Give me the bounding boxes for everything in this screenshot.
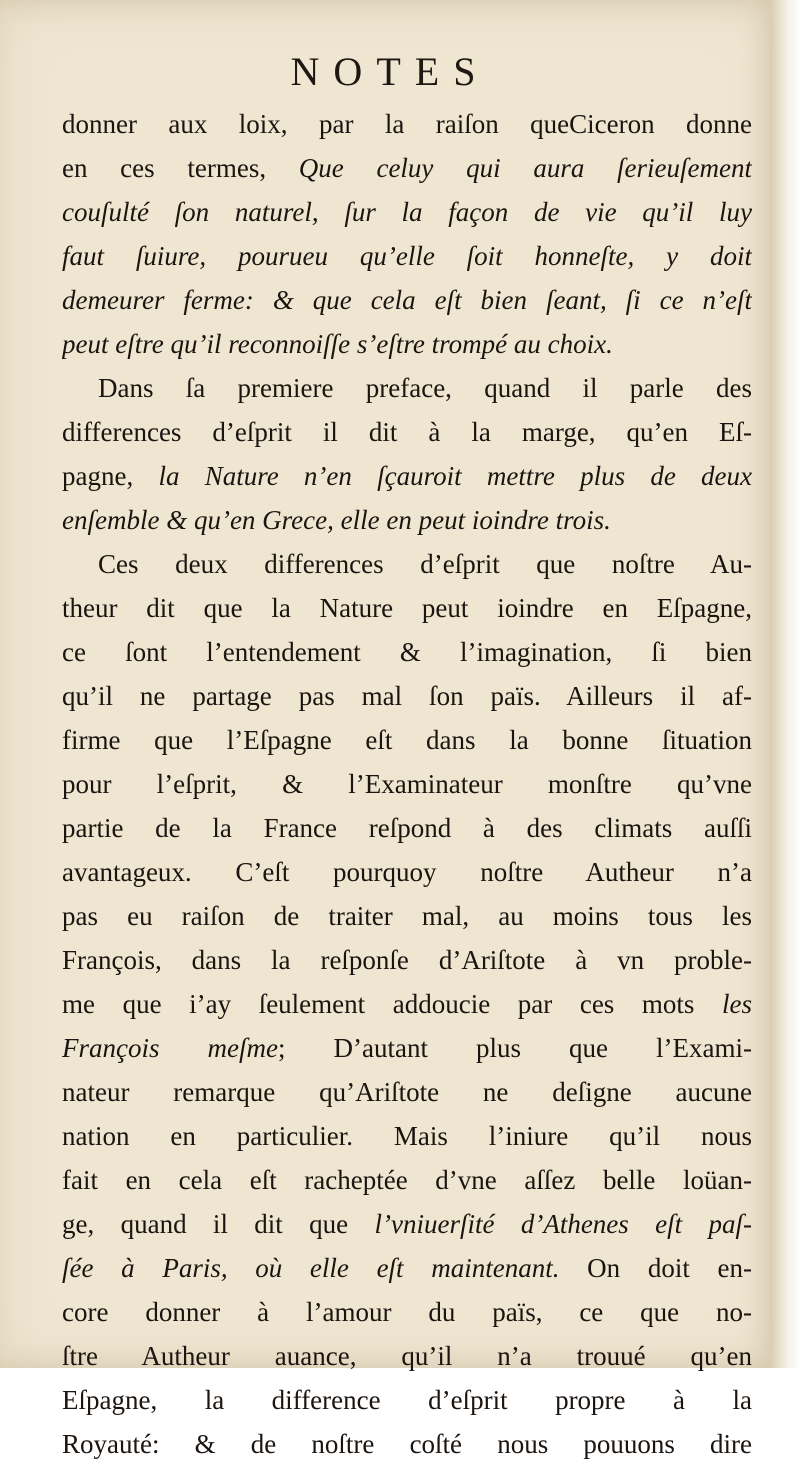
text-line xyxy=(62,586,752,630)
text-line xyxy=(62,102,752,146)
roman-text: François, dans la reſponſe d’Ariſtote à vn proble- xyxy=(62,945,752,975)
text-body xyxy=(62,102,752,1466)
italic-text: couſulté ſon naturel, ſur la façon de vie qu’il luy xyxy=(62,197,752,227)
roman-text: nation en particulier. Mais l’iniure qu’il nous xyxy=(62,1121,752,1151)
text-line xyxy=(62,278,752,322)
text-line xyxy=(62,938,752,982)
text-line xyxy=(62,234,752,278)
roman-text: differences d’eſprit il dit à la marge, qu’en Eſ- xyxy=(62,417,752,447)
text-line xyxy=(62,718,752,762)
text-line xyxy=(62,1422,752,1466)
italic-text: la Nature n’en ſçauroit mettre plus de deux xyxy=(158,461,752,491)
text-line xyxy=(62,498,752,542)
roman-text: avantageux. C’eſt pourquoy noſtre Autheur n’a xyxy=(62,857,752,887)
italic-text: Que celuy qui aura ſerieuſement xyxy=(298,153,752,183)
italic-text: peut eſtre qu’il reconnoiſſe s’eſtre trompé au choix. xyxy=(62,329,613,359)
roman-text: firme que l’Eſpagne eſt dans la bonne ſituation xyxy=(62,725,752,755)
italic-text: demeurer ferme: & que cela eſt bien ſeant, ſi ce n’eſt xyxy=(62,285,752,315)
text-line xyxy=(62,146,752,190)
roman-text: ſtre Autheur auance, qu’il n’a trouué qu’en xyxy=(62,1341,752,1371)
roman-text: ce ſont l’entendement & l’imagination, ſi bien xyxy=(62,637,752,667)
text-line xyxy=(62,410,752,454)
roman-text: en ces termes, xyxy=(62,153,299,183)
roman-text: ; D’autant plus que l’Exami- xyxy=(277,1033,752,1063)
text-line xyxy=(62,1026,752,1070)
roman-text: theur dit que la Nature peut ioindre en Eſpagne, xyxy=(62,593,752,623)
roman-text: pagne, xyxy=(62,461,159,491)
roman-text: donner aux loix, par la raiſon queCiceron donne xyxy=(62,109,752,139)
text-line xyxy=(62,1158,752,1202)
text-line xyxy=(62,850,752,894)
roman-text: fait en cela eſt racheptée d’vne aſſez belle loüan- xyxy=(62,1165,752,1195)
roman-text: Ces deux differences d’eſprit que noſtre Au- xyxy=(98,549,752,579)
roman-text: Eſpagne, la difference d’eſprit propre à la xyxy=(62,1385,752,1415)
roman-text: ge, quand il dit que xyxy=(62,1209,375,1239)
text-line xyxy=(62,322,752,366)
text-line xyxy=(62,1202,752,1246)
page-edge xyxy=(770,0,800,1368)
roman-text: On doit en- xyxy=(559,1253,752,1283)
roman-text: me que i’ay ſeulement addoucie par ces mots xyxy=(62,989,722,1019)
italic-text: enſemble & qu’en Grece, elle en peut ioindre trois. xyxy=(62,505,611,535)
roman-text: pas eu raiſon de traiter mal, au moins tous les xyxy=(62,901,752,931)
text-line xyxy=(62,982,752,1026)
text-line xyxy=(62,366,752,410)
text-line xyxy=(62,190,752,234)
italic-text: l’vniuerſité d’Athenes eſt paſ- xyxy=(374,1209,752,1239)
roman-text: Royauté: & de noſtre coſté nous pouuons dire xyxy=(62,1429,752,1459)
text-line xyxy=(62,630,752,674)
roman-text: qu’il ne partage pas mal ſon païs. Ailleurs il af- xyxy=(62,681,752,711)
text-line xyxy=(62,674,752,718)
roman-text: Dans ſa premiere preface, quand il parle des xyxy=(98,373,752,403)
text-line xyxy=(62,1070,752,1114)
roman-text: core donner à l’amour du païs, ce que no- xyxy=(62,1297,752,1327)
text-line xyxy=(62,454,752,498)
roman-text: partie de la France reſpond à des climats auſſi xyxy=(62,813,752,843)
text-line xyxy=(62,1246,752,1290)
italic-text: faut ſuiure, pourueu qu’elle ſoit honneſte, y doit xyxy=(62,241,752,271)
roman-text: nateur remarque qu’Ariſtote ne deſigne aucune xyxy=(62,1077,752,1107)
italic-text: les xyxy=(722,989,752,1019)
italic-text: ſée à Paris, où elle eſt maintenant. xyxy=(62,1253,560,1283)
text-line xyxy=(62,542,752,586)
text-line xyxy=(62,1378,752,1422)
text-line xyxy=(62,806,752,850)
text-line xyxy=(62,1290,752,1334)
text-line xyxy=(62,762,752,806)
text-line xyxy=(62,1114,752,1158)
roman-text: pour l’eſprit, & l’Examinateur monſtre qu’vne xyxy=(62,769,752,799)
text-line xyxy=(62,1334,752,1378)
text-line xyxy=(62,894,752,938)
italic-text: François meſme xyxy=(62,1033,278,1063)
running-head: NOTES xyxy=(290,49,490,94)
